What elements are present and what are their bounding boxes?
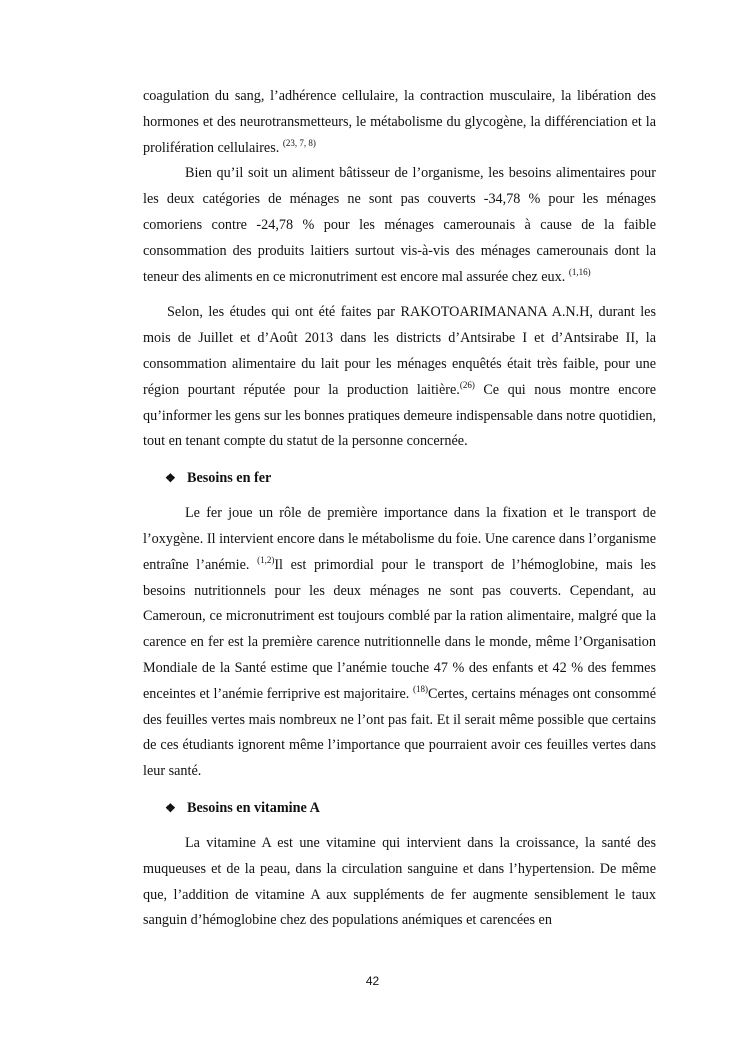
- section-heading-iron: [165, 465, 656, 491]
- paragraph-text: coagulation du sang, l’adhérence cellulaire, la contraction musculaire, la libération des hormones et des neurotransmetteurs, le métabolisme du glycogène, la différenciation et la prolifération cellulaires.: [143, 88, 656, 156]
- bullet-diamond-icon: ❖: [165, 800, 176, 815]
- paragraph-calcium-functions: [143, 84, 656, 161]
- document-page: [143, 84, 656, 934]
- paragraph-text: Il est primordial pour le transport de l’hémoglobine, mais les besoins nutritionnels pour les deux ménages ne sont pas couverts. Cependant, au Cameroun, ce micronutriment est toujours comblé par la ration alimentaire, malgré que la carence en fer est la première carence nutritionnelle dans le monde, même l’Organisation Mondiale de la Santé estime que l’anémie touche 47 % des enfants et 42 % des femmes enceintes et l’anémie ferriprive est majoritaire.: [143, 556, 656, 702]
- heading-text: Besoins en vitamine A: [187, 799, 320, 816]
- citation-ref: (23, 7, 8): [282, 137, 316, 148]
- section-heading-vitamin-a: [165, 795, 656, 821]
- heading-text: Besoins en fer: [187, 470, 272, 487]
- paragraph-text: La vitamine A est une vitamine qui intervient dans la croissance, la santé des muqueuses et de la peau, dans la circulation sanguine et dans l’hypertension. De même que, l’addition de vitamine A aux suppléments de fer augmente sensiblement le taux sanguin d’hémoglobine chez des populations anémiques et carencées en: [143, 834, 656, 929]
- paragraph-text: Le fer joue un rôle de première importance dans la fixation et le transport de l’oxygène. Il intervient encore dans le métabolisme du foie. Une carence dans l’organisme entraîne l’anémie.: [143, 505, 656, 573]
- paragraph-iron: [143, 501, 656, 785]
- citation-ref: (26): [459, 379, 475, 390]
- citation-ref: (1,16): [568, 266, 591, 277]
- paragraph-text: Certes, certains ménages ont consommé des feuilles vertes mais nombreux ne l’ont pas fait. Et il serait même possible que certains de ces étudiants ignorent même l’importance que pourraient avoir ces feuilles vertes dans leur santé.: [143, 685, 656, 780]
- paragraph-text: Ce qui nous montre encore qu’informer les gens sur les bonnes pratiques demeure indispensable dans notre quotidien, tout en tenant compte du statut de la personne concernée.: [143, 381, 656, 450]
- bullet-diamond-icon: ❖: [165, 471, 176, 486]
- page-number: 42: [365, 974, 380, 988]
- citation-ref: (18): [413, 683, 429, 694]
- paragraph-milk-study: [143, 300, 656, 455]
- paragraph-text: Selon, les études qui ont été faites par RAKOTOARIMANANA A.N.H, durant les mois de Juillet et d’Août 2013 dans les districts d’Antsirabe I et d’Antsirabe II, la consommation alimentaire du lait pour les ménages enquêtés était très faible, pour une région pourtant réputée pour la production laitière.: [143, 304, 656, 398]
- paragraph-calcium-needs: [143, 161, 656, 290]
- paragraph-text: Bien qu’il soit un aliment bâtisseur de l’organisme, les besoins alimentaires pour les deux catégories de ménages ne sont pas couverts -34,78 % pour les ménages comoriens contre -24,78 % pour les ménages camerounais à cause de la faible consommation des produits laitiers surtout vis-à-vis des ménages camerounais dont la teneur des aliments en ce micronutriment est encore mal assurée chez eux.: [143, 165, 656, 285]
- citation-ref: (1,2): [257, 554, 275, 565]
- paragraph-vitamin-a: [143, 831, 656, 934]
